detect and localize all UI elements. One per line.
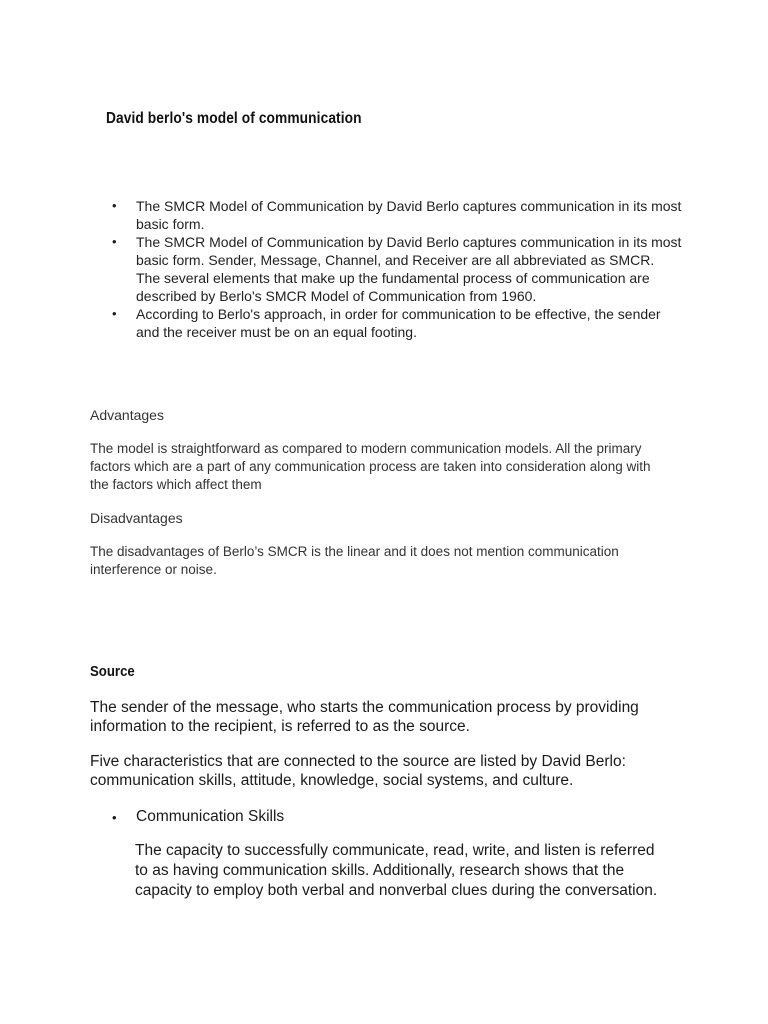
- source-characteristics-paragraph: Five characteristics that are connected to the source are listed by David Berlo: communication skills, attitude, knowledge, social systems, and culture.: [90, 753, 626, 789]
- list-item: • Communication Skills: [112, 807, 652, 826]
- source-heading: Source: [90, 663, 135, 680]
- communication-skills-text: The capacity to successfully communicate, read, write, and listen is referred to as having communication skills. Additionally, research shows that the capacity to employ both verbal and nonverbal clues during the conversation.: [135, 842, 658, 899]
- source-paragraph: The sender of the message, who starts the communication process by providing information to the recipient, is referred to as the source.: [90, 699, 639, 735]
- disadvantages-text: The disadvantages of Berlo’s SMCR is the linear and it does not mention communication interference or noise.: [90, 544, 619, 577]
- document-title: David berlo's model of communication: [106, 110, 362, 127]
- list-item: • According to Berlo's approach, in order for communication to be effective, the sender and the receiver must be on an equal footing.: [112, 305, 682, 341]
- source-bullet-list: [112, 807, 652, 826]
- advantages-heading: Advantages: [90, 407, 164, 423]
- intro-bullet-list: [112, 197, 682, 341]
- list-item: • The SMCR Model of Communication by David Berlo captures communication in its most basic form.: [112, 197, 682, 233]
- advantages-text: The model is straightforward as compared to modern communication models. All the primary factors which are a part of any communication process are taken into consideration along with the factors which affect them: [90, 441, 651, 492]
- disadvantages-heading: Disadvantages: [90, 510, 183, 526]
- list-item: • The SMCR Model of Communication by David Berlo captures communication in its most basic form. Sender, Message, Channel, and Receiver are all abbreviated as SMCR. The several elements that make up the fundamental process of communication are described by Berlo's SMCR Model of Communication from 1960.: [112, 233, 682, 305]
